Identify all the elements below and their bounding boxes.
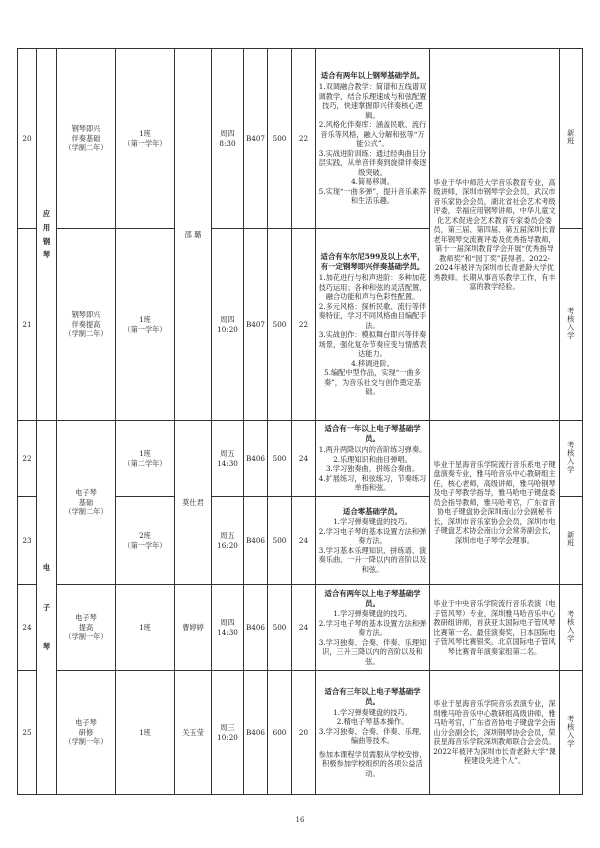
note: 考核入学 [560, 671, 583, 795]
course-name: 电子琴 研修 （学制一年） [57, 671, 116, 795]
capacity: 24 [292, 585, 316, 671]
teacher-name: 邵 璐 [175, 49, 212, 421]
row-number: 20 [18, 49, 37, 229]
note: 考核入学 [560, 585, 583, 671]
category-applied-piano [37, 49, 57, 421]
category-char: 用 [42, 222, 51, 232]
page-number: 16 [295, 816, 305, 824]
classroom: B406 [244, 421, 268, 497]
category-electronic-keyboard [37, 421, 57, 795]
classroom: B406 [244, 585, 268, 671]
capacity: 22 [292, 229, 316, 421]
course-intro: 适合有两年以上电子琴基础学员。 1.学习弹奏键盘的技巧。 2.学习电子琴的基本设置方法和弹奏方法。 3.学习独奏、合奏、伴奏、乐理知识，三升三降以内的音阶以及和弦。 [316, 585, 430, 671]
class-time: 周四 14:30 [212, 585, 244, 671]
class-name: 1班 [116, 585, 175, 671]
fee: 600 [268, 671, 292, 795]
course-name: 电子琴 基础 （学制二年） [57, 421, 116, 585]
teacher-name: 关玉莹 [175, 671, 212, 795]
class-name: 1班 （第一学年） [116, 49, 175, 229]
teacher-bio: 毕业于星海音乐学院音乐表演专业，深圳雅马哈音乐中心教研组高级讲师，雅马哈考官，广东省音协电子键盘学会南山分会副会长，深圳钢琴协会会员，荣获星海音乐学院深圳教师联合会会员。2022年被评为深圳市长青老龄大学“课程建设先进个人”。 [430, 671, 560, 795]
teacher-bio: 毕业于华中师范大学音乐教育专业，高级讲师，深圳市钢琴学会会员，武汉市音乐家协会会员，湖北省社会艺术考级评委，幸福应用钢琴讲师，中华儿童文化艺术促进会艺术教育专家委员会委员，第三届、第四届、第五届深圳长青老年钢琴交流赛评委及优秀指导教师，第十一届深圳教育学会开展“优秀指导教师奖”和“园丁奖”获得者。2022-2024年被评为深圳市长青老龄大学优秀教师。长期从事音乐教学工作，有丰富的教学经验。 [430, 49, 560, 421]
class-name: 1班 （第一学年） [116, 229, 175, 421]
category-char: 应 [42, 209, 51, 219]
course-name: 电子琴 提高 （学制一年） [57, 585, 116, 671]
capacity: 24 [292, 497, 316, 585]
table-row [18, 49, 583, 229]
class-time: 周四 8:30 [212, 49, 244, 229]
table-row [18, 421, 583, 497]
fee: 500 [268, 229, 292, 421]
row-number: 21 [18, 229, 37, 421]
class-time: 周五 16:20 [212, 497, 244, 585]
class-time: 周四 10:20 [212, 229, 244, 421]
table-row [18, 671, 583, 795]
capacity: 24 [292, 421, 316, 497]
teacher-name: 曹婷婷 [175, 585, 212, 671]
classroom: B406 [244, 497, 268, 585]
note: 考核入学 [560, 421, 583, 497]
category-char: 电 [42, 562, 51, 572]
row-number: 22 [18, 421, 37, 497]
row-number: 24 [18, 585, 37, 671]
fee: 500 [268, 497, 292, 585]
course-intro: 适合零基础学员。 1.学习弹奏键盘的技巧。 2.学习电子琴的基本设置方法和弹奏方法。 3.学习基本乐理知识、拼练谱、演奏乐曲、一升一降以内的音阶以及和弦。 [316, 497, 430, 585]
teacher-bio: 毕业于星海音乐学院流行音乐系电子键盘演奏专业，雅马哈音乐中心教研组主任，核心老师，高级讲师，雅马哈钢琴及电子琴教学指导，雅马哈电子键盘委员会指导教师，雅马哈考官，广东省音协电子键盘协会深圳南山分会副秘书长，深圳市音乐家协会会员，深圳市电子键盘艺术协会南山分会常务副会长，深圳市电子琴学会理事。 [430, 421, 560, 585]
course-intro: 适合有一年以上电子琴基础学员。 1.两升两降以内的音阶练习弹奏。 2.乐理知识和曲目弹唱。 3.学习独奏曲，拼练合奏曲。 4.扩展练习，和弦练习，节奏练习单指和弦。 [316, 421, 430, 497]
class-name: 1班 （第二学年） [116, 421, 175, 497]
class-time: 周五 14:30 [212, 421, 244, 497]
fee: 500 [268, 49, 292, 229]
class-time: 周三 10:20 [212, 671, 244, 795]
course-name: 钢琴即兴 伴奏提高 （学制二年） [57, 229, 116, 421]
course-name: 钢琴即兴 伴奏基础 （学制二年） [57, 49, 116, 229]
classroom: B407 [244, 49, 268, 229]
note: 新班 [560, 49, 583, 229]
category-char: 钢 [42, 236, 51, 246]
course-intro: 适合有车尔尼599及以上水平，有一定钢琴即兴伴奏基础学员。 1.加花进行与和声进阶：多种加花技巧运用；各种和弦的灵活配置，融合功能和声与色彩性配置。 2.多元风格：探析民歌、流行等伴奏特征，学习不同风格曲目编配手法。 3.实战创作：模拟舞台即兴等伴奏场景，强化复杂节奏应变与情感表达能力。 4.移调进阶。 5.编配中型作品，实现“一曲多奏”，为音乐社交与创作奠定基础。 [316, 229, 430, 421]
capacity: 20 [292, 671, 316, 795]
class-name: 2班 （第一学年） [116, 497, 175, 585]
course-table [17, 48, 583, 795]
teacher-name: 莫仕君 [175, 421, 212, 585]
teacher-bio: 毕业于中央音乐学院流行音乐表演（电子管风琴）专业，深圳雅马哈音乐中心教研组讲师，首获亚太国际电子管风琴比赛第一名、最佳演奏奖，日本国际电子管风琴比赛银奖，北京国际电子管风琴比赛青年演奏家组第二名。 [430, 585, 560, 671]
table-row [18, 585, 583, 671]
category-char: 子 [42, 602, 51, 612]
fee: 500 [268, 585, 292, 671]
capacity: 22 [292, 49, 316, 229]
fee: 500 [268, 421, 292, 497]
class-name: 1班 [116, 671, 175, 795]
course-intro: 适合有两年以上钢琴基础学员。 1.双调融合教学：简谱和五线谱双调教学，结合乐理速成与和弦配置技巧，快速掌握即兴伴奏核心逻辑。 2.风格化伴奏库：涵盖民歌、流行音乐等风格，融入分解和弦等“万能公式”。 3.实战进阶训练：通过经典曲目分层实践，从单音伴奏到旋律伴奏逐级突破。 4.简易移调。 5.实现“一曲多弹”，提升音乐素养和生活乐趣。 [316, 49, 430, 229]
category-char: 琴 [42, 250, 51, 260]
row-number: 23 [18, 497, 37, 585]
classroom: B407 [244, 229, 268, 421]
category-char: 琴 [42, 642, 51, 652]
note: 新班 [560, 497, 583, 585]
course-intro: 适合有三年以上电子琴基础学员。 1.学习弹奏键盘的技巧。 2.精电子琴基本操作。 3.学习独奏、合奏、伴奏、乐理、编曲等技术。 参加本课程学员需服从学校安排，积极参加学校组织的各项公益活动。 [316, 671, 430, 795]
row-number: 25 [18, 671, 37, 795]
note: 考核入学 [560, 229, 583, 421]
classroom: B406 [244, 671, 268, 795]
